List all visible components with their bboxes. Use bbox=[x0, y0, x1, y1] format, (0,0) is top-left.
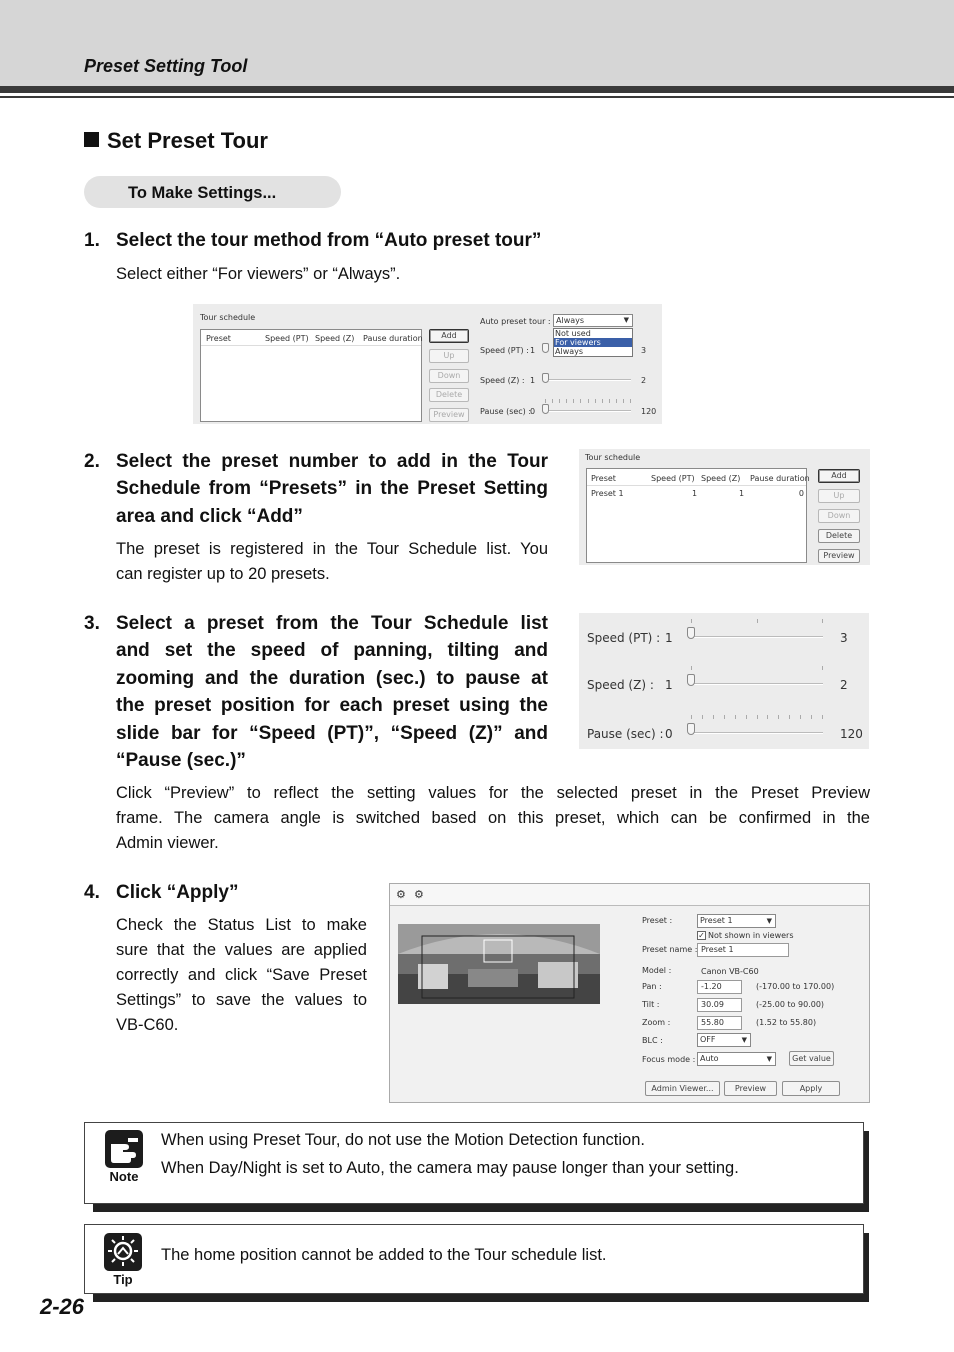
blc-label: BLC : bbox=[642, 1036, 663, 1045]
tick-mark bbox=[822, 666, 823, 670]
step-4-heading: Click “Apply” bbox=[116, 882, 239, 903]
tick-mark bbox=[616, 399, 617, 403]
step-2-body: The preset is registered in the Tour Schedule list. You can register up to 20 presets. bbox=[116, 540, 548, 583]
note-text: When using Preset Tour, do not use the Motion Detection function. When Day/Night is set to Auto, the camera may pause longer than your setting. bbox=[161, 1131, 739, 1177]
group-label: Tour schedule bbox=[200, 313, 256, 322]
pause-track[interactable] bbox=[545, 410, 631, 412]
note-shadow bbox=[93, 1204, 869, 1212]
tick-mark bbox=[545, 399, 546, 403]
focus-mode-select[interactable]: Auto ▼ bbox=[697, 1052, 776, 1066]
settings-pill: To Make Settings... bbox=[84, 176, 341, 208]
step-1-number: 1. bbox=[84, 230, 100, 251]
dropdown-arrow-icon: ▼ bbox=[766, 917, 772, 925]
col-header: Speed (PT) bbox=[651, 474, 695, 483]
tilt-input[interactable]: 30.09 bbox=[697, 998, 742, 1012]
step-3-heading: Select a preset from the Tour Schedule list and set the speed of panning, tilting and zooming and the duration (sec.) to pause at the preset position for each preset using the slide bar for “Speed (PT)”, “Speed (Z)” and “Pause (sec.)” bbox=[116, 613, 548, 772]
pointing-hand-icon bbox=[105, 1130, 143, 1168]
not-shown-label: Not shown in viewers bbox=[708, 931, 794, 940]
sliders-screenshot bbox=[579, 613, 869, 749]
speed-z-max: 2 bbox=[641, 376, 647, 385]
tick-mark bbox=[559, 399, 560, 403]
tip-caption: Tip bbox=[113, 1272, 133, 1287]
preset-name-input[interactable]: Preset 1 bbox=[697, 943, 789, 957]
table-cell: 0 bbox=[798, 489, 804, 498]
header-title: Preset Setting Tool bbox=[84, 56, 248, 76]
tick-mark bbox=[778, 715, 779, 719]
auto-preset-tour-select[interactable]: Always ▼ bbox=[553, 314, 633, 327]
speed-z-label: Speed (Z) : bbox=[587, 678, 654, 692]
pause-max: 120 bbox=[840, 727, 863, 741]
tick-mark bbox=[691, 666, 692, 670]
header-rule bbox=[0, 86, 954, 93]
tilt-label: Tilt : bbox=[642, 1000, 660, 1009]
checkmark-icon: ✓ bbox=[698, 931, 705, 940]
delete-button[interactable]: Delete bbox=[429, 388, 469, 402]
lightbulb-icon bbox=[104, 1233, 142, 1271]
speed-pt-label: Speed (PT) : bbox=[587, 631, 661, 645]
step-4-body: Check the Status List to make sure that the values are applied correctly and click “Save Preset Settings” to save the values to VB-C60. bbox=[116, 916, 367, 1034]
tick-mark bbox=[595, 399, 596, 403]
speed-pt-max: 3 bbox=[641, 346, 647, 355]
tick-mark bbox=[789, 715, 790, 719]
note-badge bbox=[103, 1130, 145, 1184]
preset-name-label: Preset name : bbox=[642, 945, 698, 954]
tick-mark bbox=[800, 715, 801, 719]
step-3-body: Click “Preview” to reflect the setting values for the selected preset in the Preset Preview frame. The camera angle is switched based on this preset, which can be confirmed in the Admin viewer. bbox=[116, 784, 870, 852]
speed-z-label: Speed (Z) : bbox=[480, 376, 525, 385]
tick-mark bbox=[822, 619, 823, 623]
square-bullet-icon bbox=[84, 132, 99, 147]
pause-min: 0 bbox=[530, 407, 536, 416]
tour-schedule-screenshot-2 bbox=[579, 449, 870, 565]
toolbar-camera-icon[interactable]: ⚙ bbox=[396, 888, 406, 901]
tour-schedule-screenshot-1 bbox=[193, 304, 662, 424]
speed-z-min: 1 bbox=[665, 678, 673, 692]
tick-mark bbox=[757, 715, 758, 719]
speed-pt-min: 1 bbox=[530, 346, 536, 355]
dropdown-arrow-icon: ▼ bbox=[766, 1055, 772, 1063]
get-value-button[interactable]: Get value bbox=[789, 1051, 834, 1066]
col-header: Speed (Z) bbox=[701, 474, 741, 483]
tick-mark bbox=[566, 399, 567, 403]
pan-range: (-170.00 to 170.00) bbox=[756, 982, 835, 991]
note-caption: Note bbox=[109, 1169, 139, 1184]
speed-z-slider-thumb[interactable] bbox=[542, 373, 549, 383]
header-rule-thin bbox=[0, 96, 954, 98]
step-2-number: 2. bbox=[84, 451, 100, 472]
tick-mark bbox=[580, 399, 581, 403]
step-2-heading: Select the preset number to add in the Tour Schedule from “Presets” in the Preset Setting area and click “Add” bbox=[116, 451, 548, 527]
down-button[interactable]: Down bbox=[429, 369, 469, 383]
admin-viewer-button[interactable]: Admin Viewer... bbox=[645, 1081, 720, 1096]
page-number: 2-26 bbox=[40, 1294, 85, 1319]
tick-mark bbox=[609, 399, 610, 403]
tick-mark bbox=[746, 715, 747, 719]
preset-select[interactable]: Preset 1 ▼ bbox=[697, 914, 776, 928]
table-cell: 1 bbox=[692, 489, 698, 498]
tip-shadow bbox=[93, 1294, 869, 1302]
tick-mark bbox=[713, 715, 714, 719]
speed-pt-track[interactable] bbox=[691, 636, 823, 638]
tick-mark bbox=[822, 715, 823, 719]
up-button[interactable]: Up bbox=[818, 489, 860, 503]
col-header: Pause duration bbox=[363, 334, 423, 343]
model-value: Canon VB-C60 bbox=[701, 967, 759, 976]
apply-button[interactable]: Apply bbox=[782, 1081, 840, 1096]
preset-settings-screenshot bbox=[389, 883, 870, 1103]
pause-slider-thumb[interactable] bbox=[542, 404, 549, 414]
preview-button[interactable]: Preview bbox=[818, 549, 860, 563]
down-button[interactable]: Down bbox=[818, 509, 860, 523]
auto-preset-tour-label: Auto preset tour : bbox=[480, 317, 551, 326]
speed-pt-ticks bbox=[691, 619, 823, 623]
option-always[interactable]: Always bbox=[555, 347, 584, 356]
pause-min: 0 bbox=[665, 727, 673, 741]
speed-z-track[interactable] bbox=[545, 379, 631, 381]
pause-slider-thumb[interactable] bbox=[687, 723, 695, 735]
col-header: Pause duration bbox=[750, 474, 810, 483]
tick-mark bbox=[630, 399, 631, 403]
preview-image bbox=[398, 924, 600, 1004]
step-1-heading: Select the tour method from “Auto preset tour” bbox=[116, 230, 542, 251]
speed-pt-label: Speed (PT) : bbox=[480, 346, 529, 355]
tour-list[interactable] bbox=[200, 329, 422, 422]
tick-mark bbox=[573, 399, 574, 403]
tick-mark bbox=[623, 399, 624, 403]
tick-mark bbox=[767, 715, 768, 719]
tour-list[interactable] bbox=[586, 468, 810, 563]
tick-mark bbox=[691, 715, 692, 719]
speed-pt-slider-thumb[interactable] bbox=[687, 627, 695, 639]
group-label: Tour schedule bbox=[585, 453, 641, 462]
option-for-viewers[interactable]: For viewers bbox=[554, 338, 632, 347]
pan-label: Pan : bbox=[642, 982, 662, 991]
zoom-input[interactable]: 55.80 bbox=[697, 1016, 742, 1030]
table-cell: 1 bbox=[739, 489, 745, 498]
focus-mode-label: Focus mode : bbox=[642, 1055, 696, 1064]
tip-text: The home position cannot be added to the Tour schedule list. bbox=[161, 1246, 607, 1264]
not-shown-checkbox[interactable] bbox=[697, 931, 706, 940]
tick-mark bbox=[602, 399, 603, 403]
tip-badge bbox=[102, 1233, 144, 1287]
tick-mark bbox=[702, 715, 703, 719]
speed-pt-min: 1 bbox=[665, 631, 673, 645]
tick-mark bbox=[588, 399, 589, 403]
zoom-label: Zoom : bbox=[642, 1018, 671, 1027]
speed-z-track[interactable] bbox=[691, 683, 823, 685]
section-title: Set Preset Tour bbox=[84, 128, 268, 154]
tick-mark bbox=[735, 715, 736, 719]
speed-z-slider-thumb[interactable] bbox=[687, 674, 695, 686]
pause-ticks bbox=[545, 399, 631, 403]
tick-mark bbox=[757, 619, 758, 623]
col-header: Preset bbox=[591, 474, 616, 483]
option-not-used[interactable]: Not used bbox=[555, 329, 591, 338]
pause-label: Pause (sec) : bbox=[480, 407, 532, 416]
step-1-body: Select either “For viewers” or “Always”. bbox=[116, 265, 401, 283]
model-label: Model : bbox=[642, 966, 672, 975]
delete-button[interactable]: Delete bbox=[818, 529, 860, 543]
col-header: Speed (PT) bbox=[265, 334, 309, 343]
speed-pt-max: 3 bbox=[840, 631, 848, 645]
speed-z-ticks bbox=[691, 666, 823, 670]
pause-track[interactable] bbox=[691, 732, 823, 734]
blc-select[interactable]: OFF ▼ bbox=[697, 1033, 751, 1047]
zoom-range: (1.52 to 55.80) bbox=[756, 1018, 817, 1027]
preset-label: Preset : bbox=[642, 916, 673, 925]
tick-mark bbox=[552, 399, 553, 403]
dropdown-arrow-icon: ▼ bbox=[741, 1036, 747, 1044]
pause-max: 120 bbox=[641, 407, 657, 416]
add-button[interactable]: Add bbox=[429, 329, 469, 343]
col-header: Preset bbox=[206, 334, 231, 343]
step-4-number: 4. bbox=[84, 882, 100, 903]
speed-pt-slider-thumb[interactable] bbox=[542, 343, 549, 353]
up-button[interactable]: Up bbox=[429, 349, 469, 363]
tick-mark bbox=[691, 619, 692, 623]
add-button[interactable]: Add bbox=[818, 469, 860, 483]
tilt-range: (-25.00 to 90.00) bbox=[756, 1000, 825, 1009]
speed-z-min: 1 bbox=[530, 376, 536, 385]
dropdown-arrow-icon: ▼ bbox=[623, 316, 629, 324]
pan-input[interactable]: -1.20 bbox=[697, 980, 742, 994]
toolbar-settings-icon[interactable]: ⚙ bbox=[414, 888, 424, 901]
pause-label: Pause (sec) : bbox=[587, 727, 664, 741]
tick-mark bbox=[811, 715, 812, 719]
tick-mark bbox=[724, 715, 725, 719]
preview-button[interactable]: Preview bbox=[724, 1081, 777, 1096]
pause-ticks bbox=[691, 715, 823, 719]
table-cell: Preset 1 bbox=[591, 489, 624, 498]
auto-preset-tour-options[interactable] bbox=[553, 328, 633, 357]
toolbar bbox=[390, 884, 870, 906]
speed-z-max: 2 bbox=[840, 678, 848, 692]
col-header: Speed (Z) bbox=[315, 334, 355, 343]
step-3-number: 3. bbox=[84, 613, 100, 634]
preview-button[interactable]: Preview bbox=[429, 408, 469, 422]
